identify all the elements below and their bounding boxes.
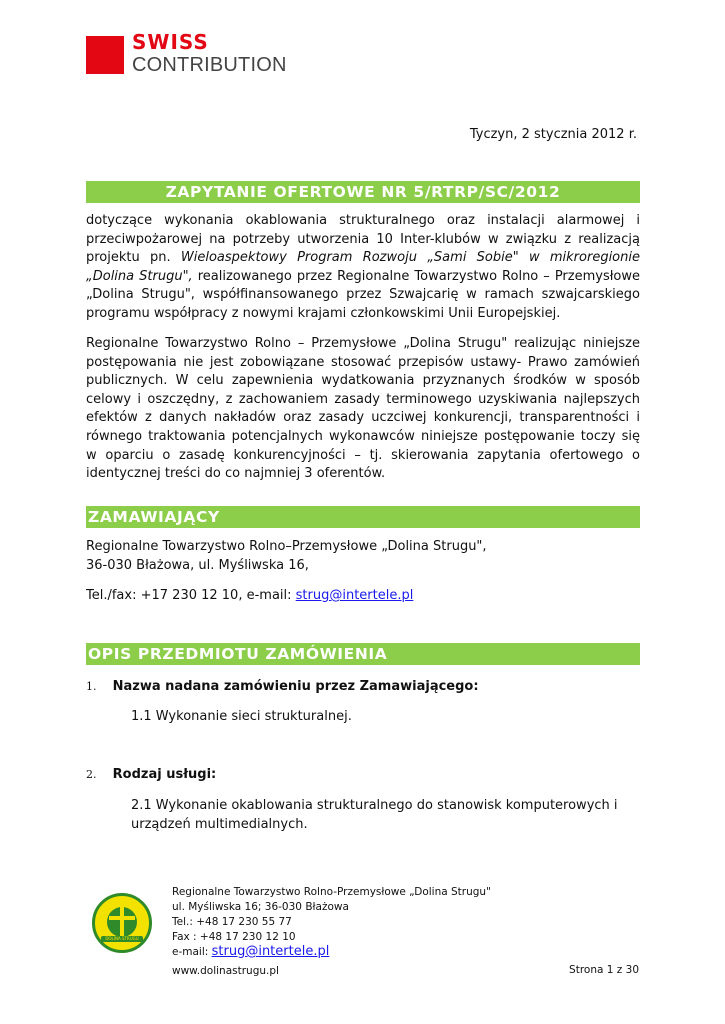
footer-email-link[interactable]: strug@intertele.pl (211, 944, 330, 959)
footer-email-prefix: e-mail: (172, 946, 212, 958)
orderer-contact-prefix: Tel./fax: +17 230 12 10, e-mail: (86, 588, 296, 603)
intro-text-part1: dotyczące wykonania okablowania strukturalnego oraz instalacji alarmowej i przeciwpożarowej na potrzeby utworzenia 10 Inter-klubów w związku z realizacją projektu pn. (86, 213, 640, 266)
orderer-contact (86, 588, 413, 603)
logo-text-swiss: SWISS (132, 30, 209, 54)
footer-website[interactable]: www.dolinastrugu.pl (172, 965, 279, 977)
list-item-detail: 1.1 Wykonanie sieci strukturalnej. (131, 709, 352, 724)
footer-address: ul. Myśliwska 16; 36-030 Błażowa (172, 901, 349, 913)
footer-tel: Tel.: +48 17 230 55 77 (172, 916, 292, 928)
footer-email (172, 944, 329, 960)
document-date: Tyczyn, 2 stycznia 2012 r. (469, 127, 637, 142)
orderer-address: 36-030 Błażowa, ul. Myśliwska 16, (86, 558, 309, 573)
notice-paragraph: Regionalne Towarzystwo Rolno – Przemysłowe „Dolina Strugu" realizując niniejsze postępowania nie jest zobowiązane stosować przepisów ustawy- Prawo zamówień publicznych. W celu zapewnienia wydatkowania przyznanych środków w sposób celowy i oszczędny, z zachowaniem zasady terminowego uzyskiwania najlepszych efektów z danych nakładów oraz zasady uczciwej konkurencji, transparentności i równego traktowania potencjalnych wykonawców niniejsze postępowanie toczy się w oparciu o zasadę konkurencyjności – tj. skierowania zapytania ofertowego o identycznej treści do co najmniej 3 oferentów. (86, 336, 640, 482)
section-heading-zamawiajacy: ZAMAWIAJĄCY (86, 506, 640, 528)
list-item-detail: 2.1 Wykonanie okablowania strukturalnego do stanowisk komputerowych i urządzeń multimedialnych. (131, 798, 618, 832)
intro-text-part2: realizowanego przez Regionalne Towarzystwo Rolno – Przemysłowe „Dolina Strugu", współfinansowanego przez Szwajcarię w ramach szwajcarskiego programu współpracy z nowymi krajami członkowskimi Unii Europejskiej. (86, 268, 640, 321)
dolina-strugu-logo (92, 893, 152, 953)
page-number: Strona 1 z 30 (569, 964, 639, 976)
intro-paragraph (86, 212, 640, 324)
program-name: Wieloaspektowy Program Rozwoju „Sami Sobie" w mikroregionie „Dolina Strugu", (86, 250, 640, 284)
list-item-number: 2. (86, 768, 97, 781)
orderer-email-link[interactable]: strug@intertele.pl (295, 588, 414, 603)
footer-org: Regionalne Towarzystwo Rolno-Przemysłowe „Dolina Strugu" (172, 886, 491, 898)
list-item-number: 1. (86, 680, 97, 693)
orderer-name: Regionalne Towarzystwo Rolno–Przemysłowe „Dolina Strugu", (86, 539, 487, 554)
list-item (86, 767, 216, 782)
list-item-title: Rodzaj usługi: (112, 767, 217, 782)
list-item-title: Nazwa nadana zamówieniu przez Zamawiającego: (112, 679, 479, 694)
logo-ribbon-text: DOLINA STRUGU (105, 935, 139, 941)
swiss-logo-mark (86, 36, 124, 74)
logo-text-contribution: CONTRIBUTION (132, 54, 287, 76)
section-heading-opis: OPIS PRZEDMIOTU ZAMÓWIENIA (86, 643, 640, 665)
document-title: ZAPYTANIE OFERTOWE NR 5/RTRP/SC/2012 (86, 181, 640, 203)
list-item (86, 679, 479, 694)
footer-fax: Fax : +48 17 230 12 10 (172, 931, 296, 943)
